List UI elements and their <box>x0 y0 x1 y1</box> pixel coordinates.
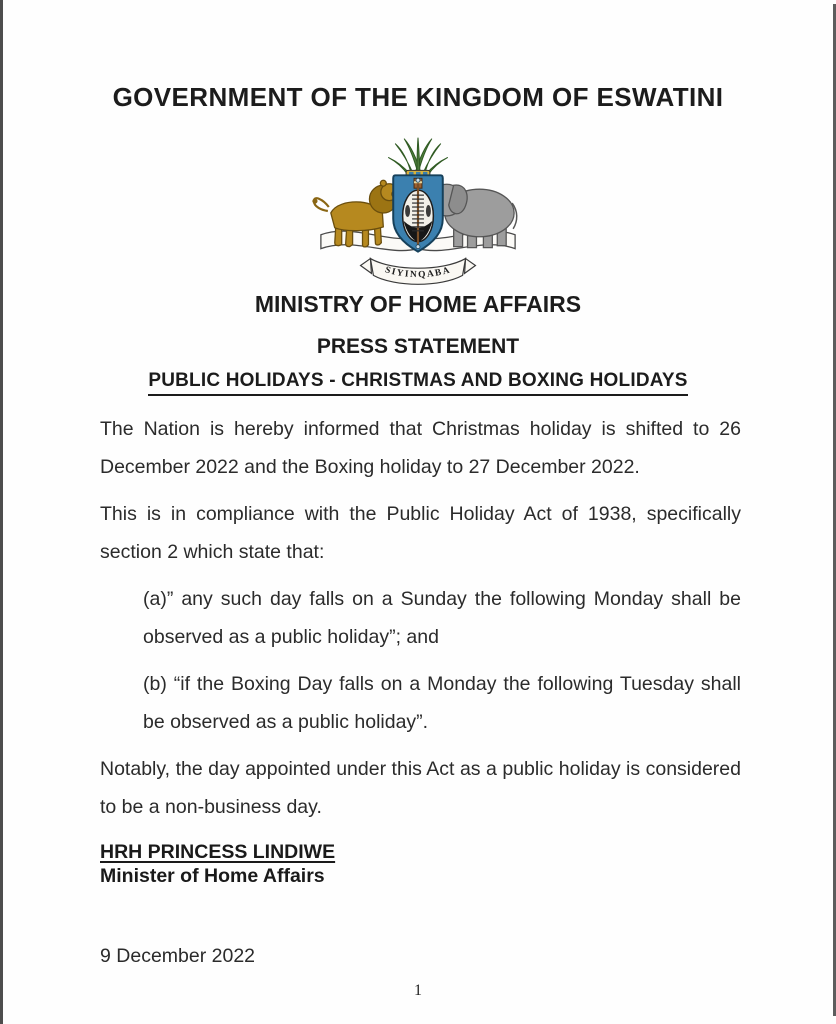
eswatini-coat-of-arms <box>309 133 527 287</box>
subject-heading-row <box>0 370 836 396</box>
page-number: 1 <box>414 982 422 999</box>
signatory-name: HRH PRINCESS LINDIWE <box>100 841 336 863</box>
motto-text: SIYINQABA <box>383 265 453 281</box>
paragraph-compliance: This is in compliance with the Public Holiday Act of 1938, specifically section 2 which state that: <box>100 503 741 563</box>
signatory-role: Minister of Home Affairs <box>100 865 325 887</box>
page-title: GOVERNMENT OF THE KINGDOM OF ESWATINI <box>112 82 724 112</box>
scan-edge-left <box>0 0 3 1024</box>
clause-a: (a)” any such day falls on a Sunday the following Monday shall be observed as a public holiday”; and <box>143 588 741 648</box>
ministry-heading: MINISTRY OF HOME AFFAIRS <box>254 291 582 317</box>
subject-heading: PUBLIC HOLIDAYS - CHRISTMAS AND BOXING HOLIDAYS <box>148 370 687 396</box>
paragraph-notably: Notably, the day appointed under this Act as a public holiday is considered to be a non-business day. <box>100 758 741 818</box>
statement-type-heading: PRESS STATEMENT <box>316 335 520 358</box>
statement-body <box>100 410 741 835</box>
paragraph-announcement: The Nation is hereby informed that Christmas holiday is shifted to 26 December 2022 and the Boxing holiday to 27 December 2022. <box>100 418 741 478</box>
signature-block <box>100 840 335 888</box>
clause-b: (b) “if the Boxing Day falls on a Monday the following Tuesday shall be observed as a public holiday”. <box>143 673 741 733</box>
statement-date: 9 December 2022 <box>100 945 256 967</box>
motto-banner <box>361 259 476 285</box>
crown-feathers-icon <box>388 138 447 176</box>
